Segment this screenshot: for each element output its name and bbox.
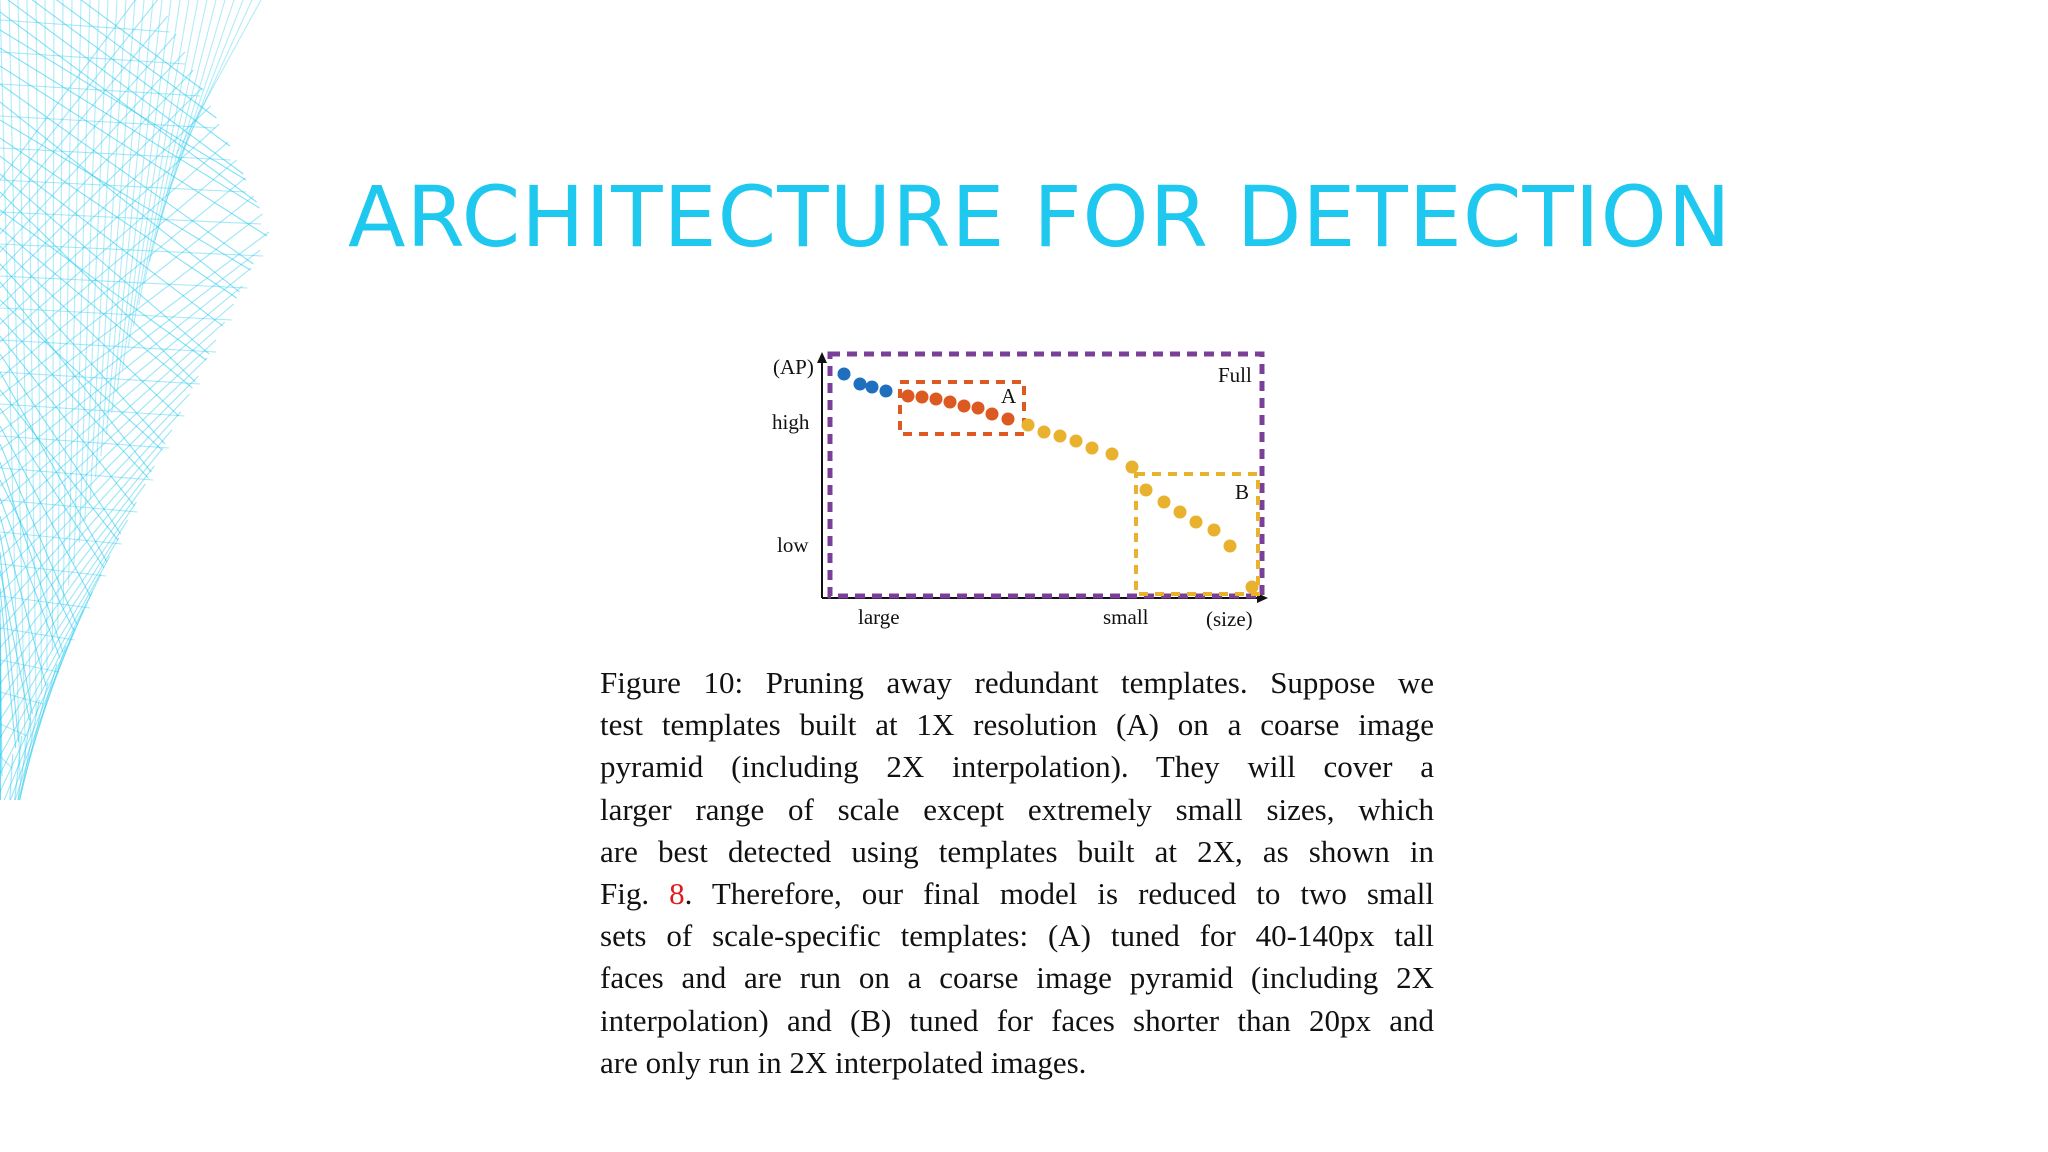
data-point [972, 402, 985, 415]
label-b: B [1235, 480, 1250, 504]
y-axis-label: (AP) [773, 355, 814, 379]
figure-reference-link[interactable]: 8 [669, 876, 685, 912]
data-point [1070, 435, 1083, 448]
data-point [1002, 413, 1015, 426]
figure-diagram [760, 342, 1280, 642]
wireframe-line [9, 0, 25, 758]
wireframe-line [0, 116, 215, 128]
wireframe-line [133, 0, 189, 326]
data-point [1022, 419, 1035, 432]
caption-line: test templates built at 1X resolution (A) on a coarse image [600, 707, 1434, 743]
wireframe-line [0, 142, 228, 342]
data-point [1106, 448, 1119, 461]
wireframe-line [58, 0, 63, 629]
caption-text: Fig. [600, 876, 670, 912]
data-point [1054, 430, 1067, 443]
x-axis-label: (size) [1206, 607, 1253, 631]
x-tick-large: large [858, 605, 900, 629]
wireframe-line [123, 0, 171, 370]
caption-line: larger range of scale except extremely small sizes, which [600, 791, 1434, 827]
wireframe-line [0, 532, 122, 544]
wireframe-line [0, 12, 257, 202]
data-point [944, 396, 957, 409]
caption-text: . Therefore, our final model is reduced to two small [684, 876, 1435, 912]
wireframe-line [0, 358, 207, 558]
data-point [902, 390, 915, 403]
data-point [930, 393, 943, 406]
caption-line: interpolation) and (B) tuned for faces shorter than 20px and [600, 1002, 1434, 1038]
caption-line: sets of scale-specific templates: (A) tuned for 40-140px tall [600, 918, 1434, 954]
box-full [830, 354, 1262, 596]
wireframe-decoration [0, 0, 300, 800]
caption-line-fig-ref [600, 873, 1434, 915]
label-a: A [1001, 384, 1017, 408]
data-point [880, 385, 893, 398]
x-tick-small: small [1103, 605, 1149, 629]
data-point [1224, 540, 1237, 553]
wireframe-line [0, 308, 232, 320]
wireframe-line [171, 0, 252, 175]
wireframe-line [0, 16, 168, 216]
caption-line: Figure 10: Pruning away redundant templates. Suppose we [600, 665, 1434, 700]
data-point [838, 368, 851, 381]
caption-line: are best detected using templates built at 2X, as shown in [600, 833, 1434, 869]
data-point [916, 391, 929, 404]
data-point [854, 378, 867, 391]
data-point [1038, 426, 1051, 439]
data-point [958, 400, 971, 413]
data-point [1208, 524, 1221, 537]
data-point [1190, 516, 1203, 529]
wireframe-line [166, 0, 243, 197]
data-point [1174, 506, 1187, 519]
caption-line: faces and are run on a coarse image pyramid (including 2X [600, 960, 1434, 996]
y-tick-high: high [772, 410, 810, 434]
wireframe-line [0, 500, 137, 512]
wireframe-line [0, 340, 216, 352]
wireframe-line [0, 552, 19, 742]
data-point [866, 381, 879, 394]
data-point [1126, 461, 1139, 474]
wireframe-line [0, 180, 246, 192]
y-tick-low: low [777, 533, 809, 557]
caption-line: are only run in 2X interpolated images. [600, 1044, 1087, 1080]
wireframe-line [0, 244, 263, 256]
label-full: Full [1218, 363, 1252, 387]
data-point [1246, 581, 1259, 594]
figure-caption [600, 662, 1434, 1084]
caption-line: pyramid (including 2X interpolation). They will cover a [600, 749, 1434, 785]
data-point [1086, 442, 1099, 455]
data-point [1158, 496, 1171, 509]
wireframe-line [36, 0, 42, 694]
wireframe-line [0, 304, 234, 504]
data-point [986, 408, 999, 421]
data-point [1140, 484, 1153, 497]
slide-title: ARCHITECTURE FOR DETECTION [348, 168, 1732, 266]
y-axis-arrow [817, 352, 827, 363]
data-points [838, 368, 1259, 594]
